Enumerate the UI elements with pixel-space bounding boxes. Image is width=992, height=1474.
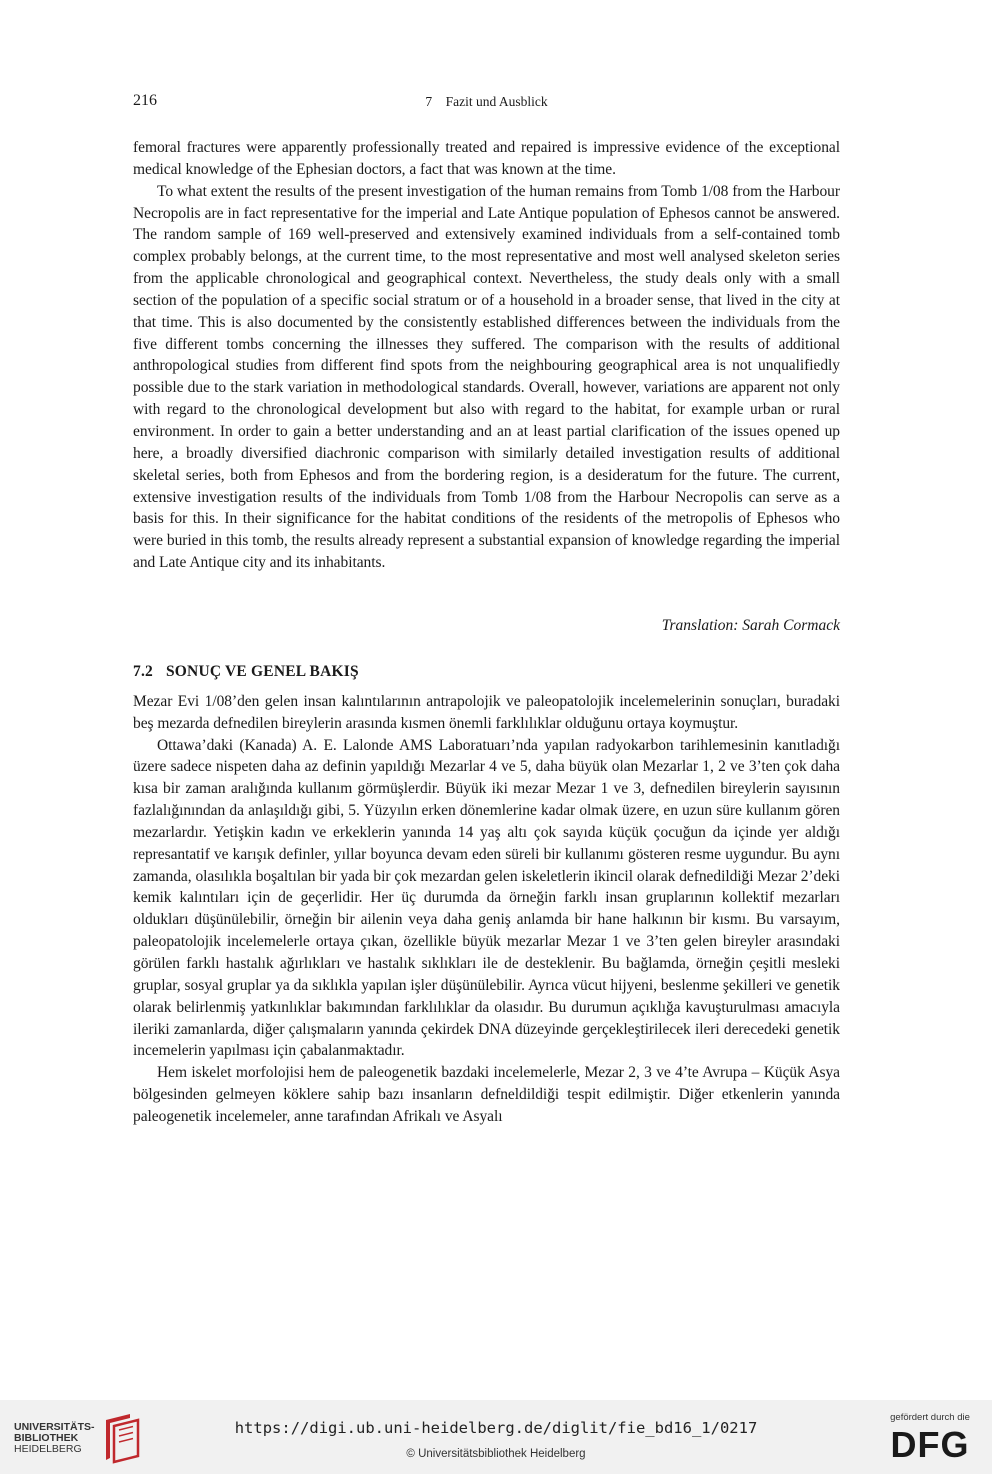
- dfg-logo-text: DFG: [890, 1426, 970, 1462]
- section-heading: [133, 661, 840, 683]
- viewer-footer: [0, 1400, 992, 1474]
- page-header: [133, 92, 840, 114]
- section-number: 7.2: [133, 662, 153, 680]
- paragraph-en-1: femoral fractures were apparently professionally treated and repaired is impressive evidence of the exceptional medical knowledge of the Ephesian doctors, a fact that was known at the time.: [133, 139, 840, 178]
- funding-caption: gefördert durch die: [890, 1412, 970, 1423]
- section-title: SONUÇ VE GENEL BAKIŞ: [165, 662, 359, 680]
- copyright-notice: © Universitätsbibliothek Heidelberg: [406, 1448, 586, 1460]
- dfg-logo-icon: [882, 1426, 978, 1462]
- page-body: [133, 137, 840, 1128]
- page-number: 216: [133, 92, 157, 109]
- dfg-funding-logo[interactable]: [882, 1412, 978, 1466]
- library-name-line1: UNIVERSITÄTS-: [14, 1421, 95, 1433]
- paragraph-en-2: To what extent the results of the present investigation of the human remains from Tomb 1/08 from the Harbour Necropolis are in fact representative for the imperial and Late Antique population of Ephesos cannot be answered. The random sample of 169 well-preserved and extensively examined individuals from a self-contained tomb complex probably belongs, at the current time, to the most representative and most well analysed skeleton series from the applicable chronological and geographical context. Nevertheless, the study deals only with a small section of the population of a specific social stratum or of a household in a broader sense, that lived in the city at that time. This is also documented by the consistently established differences between the individuals from the five different tombs concerning the illnesses they suffered. The comparison with the results of additional anthropological studies from different find spots from the neighbouring geographical area is not unqualifiedly possible due to the stark variation in methodological standards. Overall, however, variations are apparent not only with regard to the chronological development but also with regard to the habitat, for example urban or rural environment. In order to gain a better understanding and an at least partial clarification of the issues opened up here, a broadly diversified diachronic comparison with similarly detailed investigation results of additional skeletal series, both from Ephesos and from the bordering region, is a desideratum for the future. The current, extensive investigation results of the individuals from Tomb 1/08 from the Harbour Necropolis can serve as a basis for this. In their significance for the habitat conditions of the residents of the metropolis of Ephesos who were buried in this tomb, the results already represent a substantial expansion of knowledge regarding the imperial and Late Antique city and its inhabitants.: [133, 182, 840, 572]
- running-head: 7 Fazit und Ausblick: [425, 94, 548, 109]
- paragraph-tr-3: Hem iskelet morfolojisi hem de paleogenetik bazdaki incelemelerle, Mezar 2, 3 ve 4’te Avrupa – Küçük Asya bölgesinden gelmeyen köklere sahip bazı insanların defneldildiği tespit edilmiştir. Diğer etkenlerin yanında paleogenetik incelemeler, anne tarafından Afrikalı ve Asyalı: [133, 1064, 840, 1125]
- translation-credit: Translation: Sarah Cormack: [661, 616, 840, 634]
- paragraph-tr-1: Mezar Evi 1/08’den gelen insan kalıntılarının antrapolojik ve paleopatolojik incelemelerinin sonuçları, buradaki beş mezarda defnedilen bireylerin arasında kısmen önemli farklılıklar olduğunu ortaya koymuştur.: [133, 692, 840, 732]
- permalink-url[interactable]: https://digi.ub.uni-heidelberg.de/diglit/fie_bd16_1/0217: [234, 1419, 758, 1437]
- library-name-line3: HEIDELBERG: [14, 1443, 82, 1455]
- library-name-line2: BIBLIOTHEK: [14, 1432, 79, 1444]
- paragraph-tr-2: Ottawa’daki (Kanada) A. E. Lalonde AMS Laboratuarı’nda yapılan radyokarbon tarihlemesinin kanıtladığı üzere sadece nispeten daha az definin yapıldığı Mezarlar 4 ve 5, daha büyük olan Mezarlar 1, 2 ve 3’ten çok daha kısa bir zaman aralığında kullanım görmüşlerdir. Büyük iki mezar Mezar 1 ve 3, defnedilen bireylerin sayısının fazlalığınından da anlaşıldığı gibi, 5. Yüzyılın erken dönemlerine kadar olmak üzere, en uzun süre kullanım gören mezarlardır. Yetişkin kadın ve erkeklerin yanında 14 yaş altı çok sayıda küçük çocuğun da içinde yer aldığı represantatif ve karışık definler, yıllar boyunca devam eden süreli bir kullanımı gösteren resme uygundur. Bu aynı zamanda, olasılıkla boşaltılan bir yada bir çok mezardan gelen iskeletlerin ikincil olarak defnedildiği Mezar 2’deki kemik kalıntıları için de geçerlidir. Her üç durumda da örneğin farklı insan gruplarının kollektif mezarları oldukları düşünülebilir, örneğin bir ailenin veya daha geniş anlamda bir hane halkının bir kısmı. Bu varsayım, paleopatolojik incelemelerle ortaya çıkan, özellikle büyük mezarlar Mezar 1 ve 3’ten gelen bireyler arasındaki görülen farklı hastalık ağırlıkları ve hastalık sıklıkları ile de desteklenir. Bu bağlamda, örneğin çeşitli mesleki gruplar, sosyal gruplar ya da sıklıkla yapılan işler düşünülebilir. Ayrıca vücut hijyeni, beslenme şekilleri ve genetik olarak belirlenmiş yatkınlıklar bakımından farklılıklar da olasıdır. Bu durumun açıklığa kavuşturulması amacıyla ileriki zamanlarda, diğer çalışmaların yanında çekirdek DNA düzeyinde gerçekleştirilecek ileri derecedeki genetik incemelerin yapılması için çabalanmaktadır.: [133, 736, 840, 1060]
